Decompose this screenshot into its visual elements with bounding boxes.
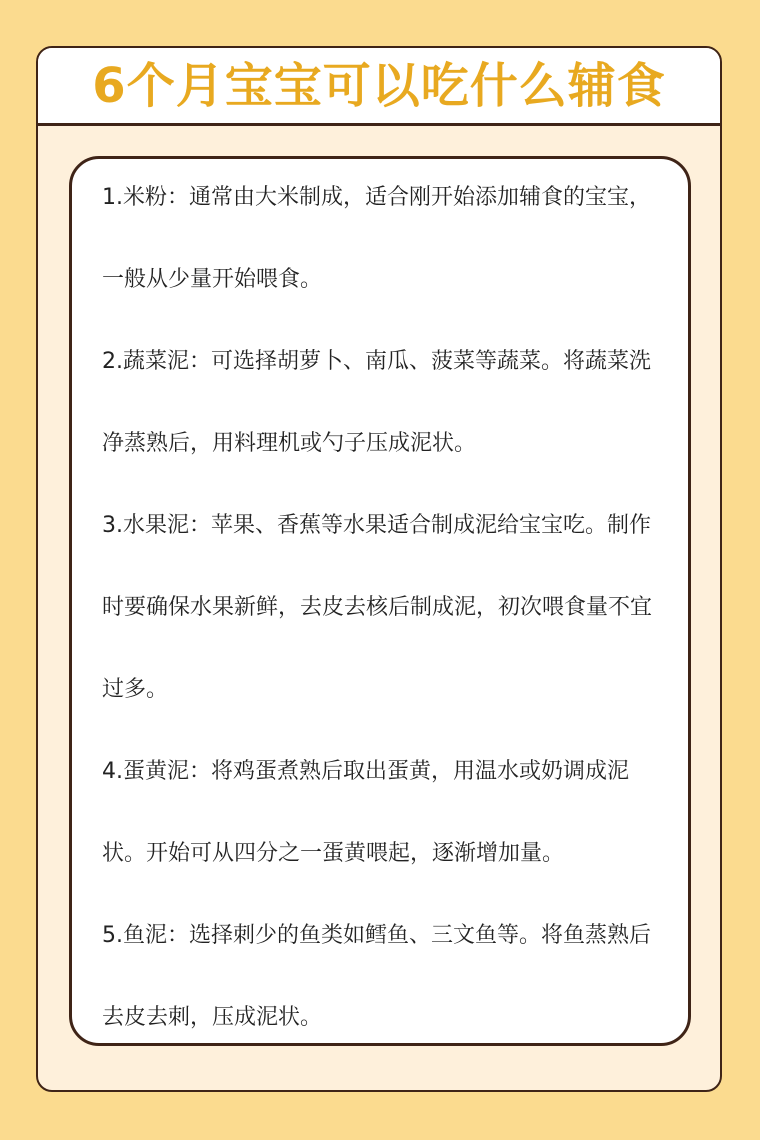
page-title: 6个月宝宝可以吃什么辅食 [92, 57, 666, 114]
list-item-egg-yolk-puree: 4.蛋黄泥：将鸡蛋煮熟后取出蛋黄，用温水或奶调成泥状。开始可从四分之一蛋黄喂起，逐渐增加量。 [102, 759, 629, 866]
content-card [69, 156, 691, 1046]
list-item-fruit-puree: 3.水果泥：苹果、香蕉等水果适合制成泥给宝宝吃。制作时要确保水果新鲜，去皮去核后制成泥，初次喂食量不宜过多。 [102, 513, 653, 702]
list-item-fish-puree: 5.鱼泥：选择刺少的鱼类如鳕鱼、三文鱼等。将鱼蒸熟后去皮去刺，压成泥状。 [102, 923, 651, 1030]
list-item-vegetable-puree: 2.蔬菜泥：可选择胡萝卜、南瓜、菠菜等蔬菜。将蔬菜洗净蒸熟后，用料理机或勺子压成泥状。 [102, 349, 651, 456]
list-item-rice-cereal: 1.米粉：通常由大米制成，适合刚开始添加辅食的宝宝，一般从少量开始喂食。 [102, 185, 651, 292]
outer-card [36, 46, 722, 1092]
title-bar [38, 48, 720, 126]
